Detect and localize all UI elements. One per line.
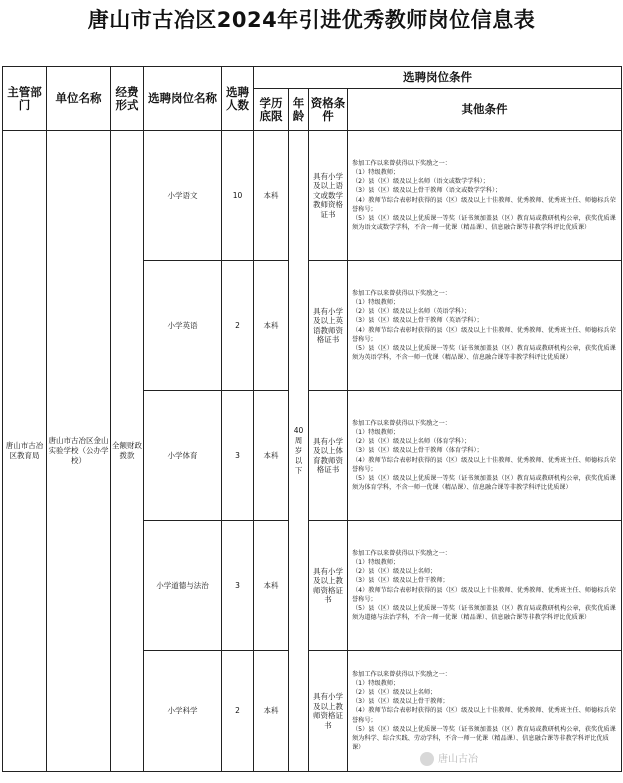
other-line: 参加工作以来曾获得以下奖励之一： [352,670,451,678]
unit-cell: 唐山市古冶区金山实验学校（公办学校） [47,131,111,772]
age-text: 40周岁以下 [293,426,304,475]
position-cell: 小学语文 [144,131,222,261]
header-dept: 主管部门 [3,67,47,131]
qual-cell [309,521,348,651]
position-cell: 小学道德与法治 [144,521,222,651]
other-cell [348,521,622,651]
other-line: 参加工作以来曾获得以下奖励之一： [352,289,451,297]
qual-text: 具有小学及以上语文或数学教师资格证书 [313,171,343,219]
other-line: （3）县（区）级及以上骨干教师（语文或数学学科）； [352,187,502,195]
header-other: 其他条件 [348,89,622,131]
account-logo-icon [420,752,434,766]
other-line: （2）县（区）级及以上名师（语文或数学学科）； [352,178,489,186]
header-age: 年龄 [289,89,309,131]
other-cell [348,391,622,521]
other-line: （4）教师节综合表彰时获得的县（区）级及以上十佳教师、优秀教师、优秀班主任、师德标兵荣誉称号； [352,707,616,724]
other-line: （1）特级教师； [352,298,400,306]
other-line: （5）县（区）级及以上优质课一等奖（证书须加盖县（区）教育局或教研机构公章，获奖优质课须为语文或数学学科，不含一师一优课（精品课）、信息融合课等非教学科评比优质课） [352,214,616,232]
other-line: （4）教师节综合表彰时获得的县（区）级及以上十佳教师、优秀教师、优秀班主任、师德标兵荣誉称号； [352,456,616,473]
qual-text: 具有小学及以上教师资格证书 [313,692,343,730]
other-line: 参加工作以来曾获得以下奖励之一： [352,419,451,427]
edu-cell: 本科 [254,131,289,261]
dept-cell: 唐山市古冶区教育局 [3,131,47,772]
count-cell: 2 [222,261,254,391]
other-line: （3）县（区）级及以上骨干教师（英语学科）； [352,317,483,325]
qual-text: 具有小学及以上体育教师资格证书 [313,436,343,474]
other-line: 参加工作以来曾获得以下奖励之一： [352,159,451,167]
qual-text: 具有小学及以上教师资格证书 [313,566,343,604]
other-line: （1）特级教师； [352,428,400,436]
other-line: （1）特级教师； [352,558,400,566]
watermark [420,750,620,770]
header-edu: 学历底限 [254,89,289,131]
qual-cell [309,261,348,391]
position-cell: 小学科学 [144,651,222,772]
position-cell: 小学英语 [144,261,222,391]
header-qual: 资格条件 [309,89,348,131]
qual-cell [309,651,348,772]
other-line: 参加工作以来曾获得以下奖励之一： [352,549,451,557]
other-cell [348,131,622,261]
other-line: （2）县（区）级及以上名师； [352,568,437,576]
other-line: （2）县（区）级及以上名师（体育学科）； [352,438,471,446]
other-line: （5）县（区）级及以上优质课一等奖（证书须加盖县（区）教育局或教研机构公章，获奖优质课须为科学、综合实践、劳动学科，不含一师一优课（精品课）、信息融合课等非教学科评比优质课） [352,725,616,752]
other-line: （5）县（区）级及以上优质课一等奖（证书须加盖县（区）教育局或教研机构公章，获奖优质课须为道德与法治学科，不含一师一优课（精品课）、信息融合课等非教学科评比优质课） [352,604,616,622]
other-line: （5）县（区）级及以上优质课一等奖（证书须加盖县（区）教育局或教研机构公章，获奖优质课须为英语学科，不含一师一优课（精品课）、信息融合课等非教学科评比优质课） [352,344,616,362]
page-title: 唐山市古冶区2024年引进优秀教师岗位信息表 [87,8,536,32]
header-conditions: 选聘岗位条件 [254,67,622,89]
watermark-text: 唐山古冶 [438,754,478,765]
count-cell: 2 [222,651,254,772]
header-count: 选聘人数 [222,67,254,131]
header-unit: 单位名称 [47,67,111,131]
other-line: （2）县（区）级及以上名师； [352,688,437,696]
header-position: 选聘岗位名称 [144,67,222,131]
other-line: （3）县（区）级及以上骨干教师； [352,698,449,706]
other-cell [348,261,622,391]
qual-text: 具有小学及以上英语教师资格证书 [313,306,343,344]
other-line: （3）县（区）级及以上骨干教师（体育学科）； [352,447,483,455]
position-table [2,66,622,772]
count-cell: 3 [222,521,254,651]
other-line: （2）县（区）级及以上名师（英语学科）； [352,308,471,316]
other-line: （5）县（区）级及以上优质课一等奖（证书须加盖县（区）教育局或教研机构公章，获奖优质课须为体育学科，不含一师一优课（精品课）、信息融合课等非教学科评比优质课） [352,474,616,492]
qual-cell [309,131,348,261]
position-cell: 小学体育 [144,391,222,521]
other-line: （4）教师节综合表彰时获得的县（区）级及以上十佳教师、优秀教师、优秀班主任、师德标兵荣誉称号； [352,196,616,213]
header-funding: 经费形式 [111,67,144,131]
edu-cell: 本科 [254,521,289,651]
other-line: （4）教师节综合表彰时获得的县（区）级及以上十佳教师、优秀教师、优秀班主任、师德标兵荣誉称号； [352,586,616,603]
table-row [3,131,622,261]
other-line: （1）特级教师； [352,168,400,176]
edu-cell: 本科 [254,261,289,391]
count-cell: 10 [222,131,254,261]
count-cell: 3 [222,391,254,521]
age-cell [289,131,309,772]
other-line: （3）县（区）级及以上骨干教师； [352,577,449,585]
other-line: （4）教师节综合表彰时获得的县（区）级及以上十佳教师、优秀教师、优秀班主任、师德标兵荣誉称号； [352,326,616,343]
edu-cell: 本科 [254,391,289,521]
qual-cell [309,391,348,521]
other-line: （1）特级教师； [352,679,400,687]
edu-cell: 本科 [254,651,289,772]
funding-cell: 全额财政拨款 [111,131,144,772]
